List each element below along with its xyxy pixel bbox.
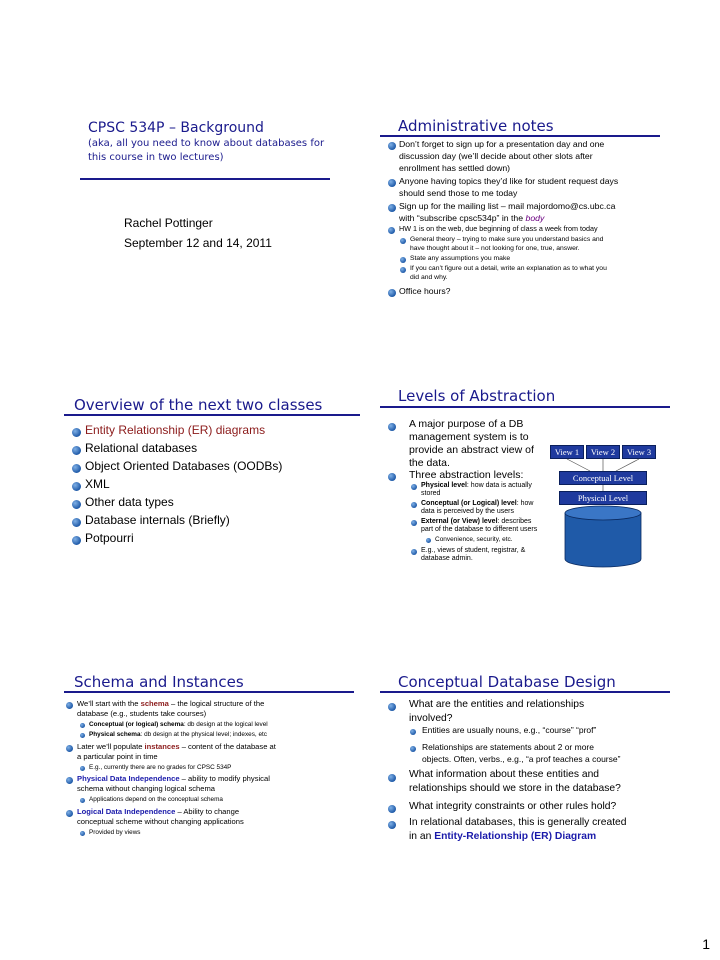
overview-item: Entity Relationship (ER) diagrams (85, 423, 266, 437)
design-er-line-2 (409, 831, 596, 843)
admin-note-2-line-1: Anyone having topics they’d like for student request days (399, 176, 619, 186)
instances-line-1 (77, 743, 276, 752)
slide-1-title: CPSC 534P – Background (88, 120, 264, 136)
admin-sub-1-line-1: General theory – trying to make sure you understand basics and (410, 236, 604, 243)
external-level-term: External (or View) level (421, 518, 498, 525)
slide-4-title-rule (380, 406, 670, 408)
slide-1-title-rule (80, 178, 330, 180)
bullet-icon (72, 482, 81, 491)
external-level-sub: Convenience, security, etc. (435, 536, 513, 543)
logical-independence-sub: Provided by views (89, 829, 141, 836)
bullet-icon (72, 446, 81, 455)
slide-2-title: Administrative notes (398, 117, 554, 135)
physical-independence-line-2: schema without changing logical schema (77, 784, 216, 793)
conceptual-level-line-1 (421, 500, 533, 508)
admin-note-3-line-2-text: with “subscribe cpsc534p” in the (399, 213, 526, 223)
conceptual-level-term: Conceptual (or Logical) level (421, 500, 517, 507)
sub-bullet-icon (411, 549, 417, 555)
admin-note-3-line-2 (399, 213, 544, 223)
bullet-icon (388, 179, 396, 187)
design-q3: What integrity constraints or other rules hold? (409, 801, 617, 812)
schema-intro-line-1 (77, 700, 264, 709)
sub-sub-bullet-icon (426, 538, 431, 543)
conceptual-level-line-2: data is perceived by the users (421, 508, 514, 515)
sub-bullet-icon (80, 733, 85, 738)
conceptual-schema-desc: : db design at the logical level (183, 721, 268, 728)
design-q2-line-2: relationships should we store in the database? (409, 783, 621, 794)
abstraction-diagram (550, 443, 660, 573)
slide-5-title-rule (64, 691, 354, 693)
slide-1-author: Rachel Pottinger (124, 216, 213, 230)
conceptual-schema-item (89, 721, 268, 728)
instances-term: instances (144, 742, 180, 751)
admin-note-4: HW 1 is on the web, due beginning of class a week from today (399, 224, 598, 233)
database-cylinder-icon (563, 505, 643, 569)
schema-intro-line-2: database (e.g., students take courses) (77, 709, 207, 718)
design-entities-note: Entities are usually nouns, e.g., “course” “prof” (422, 725, 597, 735)
bullet-icon (388, 289, 396, 297)
view-2-box: View 2 (586, 445, 620, 459)
page-number: 1 (702, 936, 710, 952)
conceptual-level-desc: : how (516, 500, 534, 507)
bullet-icon (72, 464, 81, 473)
physical-schema-desc: : db design at the physical level; indexes, etc (140, 731, 267, 738)
sub-bullet-icon (400, 267, 406, 273)
view-1-box: View 1 (550, 445, 584, 459)
overview-item: Relational databases (85, 441, 198, 455)
logical-independence-line-2: conceptual scheme without changing applications (77, 817, 244, 826)
instances-a: Later we’ll populate (77, 742, 145, 751)
admin-note-1-line-2: discussion day (we’ll decide about other slots after (399, 151, 593, 161)
sub-bullet-icon (400, 257, 406, 263)
view-3-box: View 3 (622, 445, 656, 459)
bullet-icon (66, 777, 73, 784)
sub-bullet-icon (80, 723, 85, 728)
admin-sub-1-line-2: have thought about it – not looking for one, true, answer. (410, 245, 580, 252)
physical-level-box: Physical Level (559, 491, 647, 505)
bullet-icon (72, 536, 81, 545)
external-level-line-1 (421, 518, 531, 526)
physical-level-desc: : how data is actually (466, 482, 532, 489)
conceptual-schema-term: Conceptual (or logical) schema (89, 721, 184, 728)
instances-line-2: a particular point in time (77, 752, 158, 761)
sub-bullet-icon (411, 520, 417, 526)
slide-3 (60, 390, 380, 610)
design-relationships-line-2: objects. Often, verbs., e.g., “a prof teaches a course” (422, 754, 621, 764)
bullet-icon (388, 423, 396, 431)
design-relationships-line-1: Relationships are statements about 2 or more (422, 742, 594, 752)
physical-independence-term: Physical Data Independence (77, 774, 180, 783)
admin-sub-2: State any assumptions you make (410, 255, 511, 262)
instances-example: E.g., currently there are no grades for CPSC 534P (89, 764, 232, 771)
sub-bullet-icon (80, 831, 85, 836)
overview-item: Potpourri (85, 531, 134, 545)
overview-item: XML (85, 477, 110, 491)
admin-sub-3-line-2: did and why. (410, 274, 448, 281)
bullet-icon (388, 142, 396, 150)
views-example-line-1: E.g., views of student, registrar, & (421, 547, 526, 554)
abstraction-levels-heading: Three abstraction levels: (409, 469, 524, 481)
physical-level-term: Physical level (421, 482, 467, 489)
bullet-icon (388, 703, 396, 711)
design-er-prefix: in an (409, 831, 435, 842)
sub-bullet-icon (411, 484, 417, 490)
er-diagram-term: Entity-Relationship (ER) Diagram (434, 831, 597, 842)
slide-1-subtitle-line-1: (aka, all you need to know about databases for (88, 138, 325, 149)
admin-sub-3-line-1: If you can’t figure out a detail, write an explanation as to what you (410, 265, 607, 272)
sub-bullet-icon (410, 729, 416, 735)
slide-1-date: September 12 and 14, 2011 (124, 236, 272, 250)
bullet-icon (388, 473, 396, 481)
admin-note-2-line-2: should send those to me today (399, 188, 518, 198)
logical-independence-line-1 (77, 808, 239, 817)
admin-note-3-emphasis: body (525, 213, 545, 223)
slide-6 (380, 665, 700, 885)
instances-c: – content of the database at (179, 742, 276, 751)
admin-note-1-line-1: Don’t forget to sign up for a presentation day and one (399, 139, 605, 149)
sub-bullet-icon (400, 238, 406, 244)
abstraction-intro-line-4: the data. (409, 457, 450, 469)
physical-schema-term: Physical schema (89, 731, 141, 738)
slide-5 (60, 665, 380, 885)
schema-term: schema (140, 699, 169, 708)
bullet-icon (72, 518, 81, 527)
overview-item: Object Oriented Databases (OODBs) (85, 459, 283, 473)
sub-bullet-icon (411, 502, 417, 508)
views-example-line-2: database admin. (421, 555, 473, 562)
physical-schema-item (89, 731, 267, 738)
physical-independence-desc: – ability to modify physical (179, 774, 270, 783)
abstraction-intro-line-2: management system is to (409, 431, 529, 443)
design-q1-line-1: What are the entities and relationships (409, 699, 585, 710)
design-q2-line-1: What information about these entities and (409, 769, 600, 780)
slide-4 (380, 385, 700, 605)
sub-bullet-icon (80, 766, 85, 771)
bullet-icon (388, 821, 396, 829)
slide-2-title-rule (380, 135, 660, 137)
logical-independence-desc: – Ability to change (175, 807, 240, 816)
physical-level-line-2: stored (421, 490, 441, 497)
bullet-icon (388, 204, 396, 212)
external-level-desc: : describes (497, 518, 532, 525)
bullet-icon (72, 428, 81, 437)
admin-note-5: Office hours? (399, 286, 451, 296)
abstraction-intro-line-3: provide an abstract view of (409, 444, 534, 456)
bullet-icon (66, 702, 73, 709)
physical-independence-sub: Applications depend on the conceptual schema (89, 796, 223, 803)
slide-3-title-rule (64, 414, 360, 416)
bullet-icon (72, 500, 81, 509)
slide-3-title: Overview of the next two classes (74, 396, 323, 414)
bullet-icon (388, 805, 396, 813)
slide-5-title: Schema and Instances (74, 673, 244, 691)
design-er-line-1: In relational databases, this is generally created (409, 817, 627, 828)
sub-bullet-icon (410, 746, 416, 752)
bullet-icon (388, 774, 396, 782)
physical-level-line-1 (421, 482, 532, 490)
logical-independence-term: Logical Data Independence (77, 807, 176, 816)
schema-intro-a: We’ll start with the (77, 699, 141, 708)
bullet-icon (66, 810, 73, 817)
admin-note-3-line-1: Sign up for the mailing list – mail majordomo@cs.ubc.ca (399, 201, 616, 211)
slide-1-subtitle-line-2: this course in two lectures) (88, 152, 224, 163)
slide-6-title-rule (380, 691, 670, 693)
slide-2 (380, 115, 700, 335)
overview-item: Database internals (Briefly) (85, 513, 230, 527)
slide-6-title: Conceptual Database Design (398, 673, 616, 691)
conceptual-level-box: Conceptual Level (559, 471, 647, 485)
overview-item: Other data types (85, 495, 174, 509)
slide-1 (70, 115, 390, 335)
admin-note-1-line-3: enrollment has settled down) (399, 163, 511, 173)
design-q1-line-2: involved? (409, 713, 453, 724)
bullet-icon (388, 227, 395, 234)
abstraction-intro-line-1: A major purpose of a DB (409, 418, 524, 430)
schema-intro-c: – the logical structure of the (168, 699, 265, 708)
sub-bullet-icon (80, 798, 85, 803)
bullet-icon (66, 745, 73, 752)
physical-independence-line-1 (77, 775, 270, 784)
external-level-line-2: part of the database to different users (421, 526, 538, 533)
slide-4-title: Levels of Abstraction (398, 387, 556, 405)
